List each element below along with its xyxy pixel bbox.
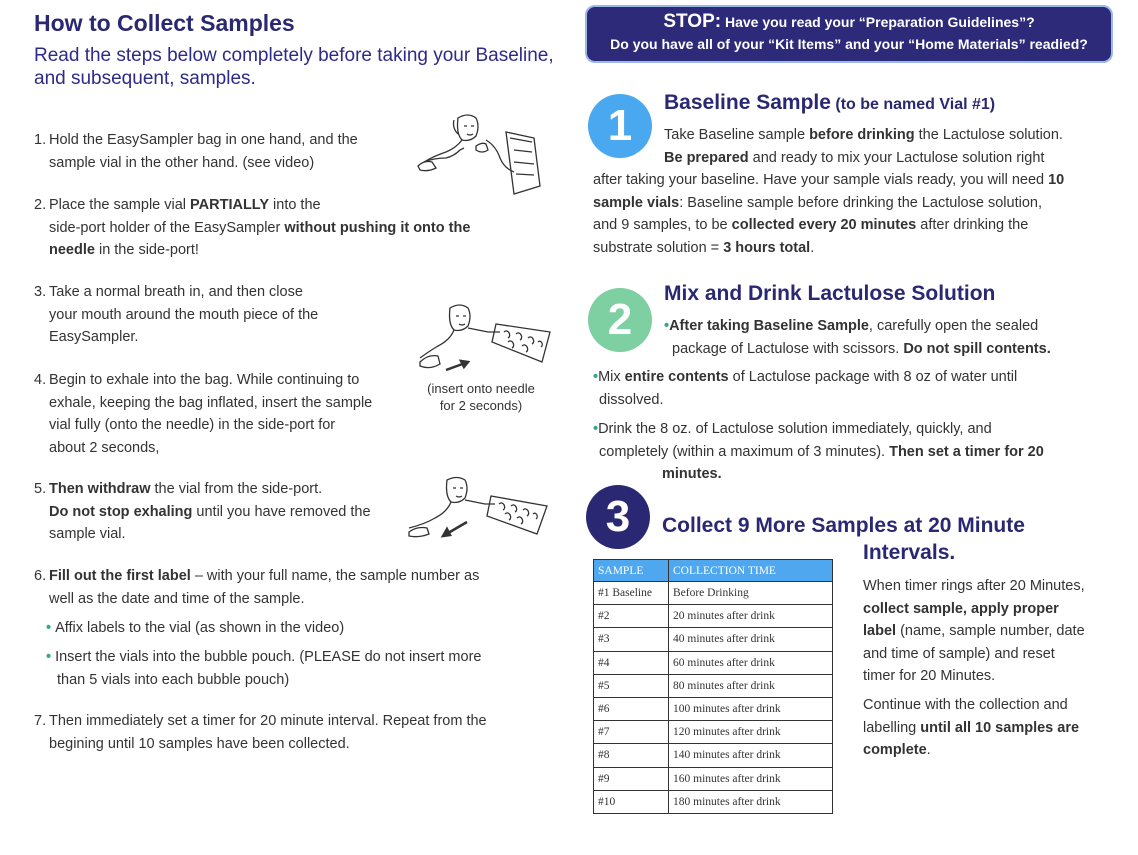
para-text: Drink the 8 oz. of Lactulose solution immediately, quickly, and [598,421,992,437]
table-cell: #6 [594,697,669,720]
para-text: labelling [863,719,921,736]
para-text: and ready to mix your Lactulose solution right [748,149,1045,166]
table-row [594,744,833,767]
para-text: dissolved. [599,391,664,408]
step-1 [34,129,404,174]
table-cell: 160 minutes after drink [669,767,833,790]
bullet-dot-icon: • [46,649,52,665]
section-3-para-2 [863,694,1128,762]
table-row [594,651,833,674]
para-emphasis: 3 hours total [723,239,811,256]
step-emphasis: needle [49,242,95,258]
person-withdrawing-vial-icon [405,476,555,551]
para-text: after taking your baseline. Have your sample vials ready, you will need [593,172,1049,188]
table-row [594,790,833,813]
step-text: Hold the EasySampler bag in one hand, and the [49,132,358,148]
caption-line: (insert onto needle [427,381,535,396]
bullet-dot-icon: • [593,369,599,385]
table-header-row [594,560,833,582]
step-6-bullet-2 [46,646,546,691]
step-text: sample vial in the other hand. (see video) [49,154,315,171]
step-3 [34,281,404,349]
section-2-bullet-2 [593,366,1113,411]
step-number: 1. [34,132,47,148]
para-emphasis: Then set a timer for 20 [889,443,1044,460]
para-text: and 9 samples, to be [593,217,732,233]
step-text: EasySampler. [49,329,139,345]
para-text: of Lactulose package with 8 oz of water until [728,369,1018,385]
para-text: When timer rings after 20 Minutes, [863,578,1085,594]
table-cell: 100 minutes after drink [669,697,833,720]
stop-banner [585,5,1113,63]
para-text: completely (within a maximum of 3 minutes). [599,443,890,460]
table-row [594,674,833,697]
step-text: side-port holder of the EasySampler [49,219,285,236]
step-text: Begin to exhale into the bag. While continuing to [49,372,360,388]
illustration-exhale [410,302,560,382]
table-cell: #2 [594,605,669,628]
table-cell: 120 minutes after drink [669,721,833,744]
section-1-body [593,169,1128,259]
illustration-withdraw [405,476,555,551]
para-emphasis: entire contents [624,369,729,385]
stop-question-2: Do you have all of your “Kit Items” and your “Home Materials” readied? [610,36,1088,52]
para-emphasis: minutes. [662,466,722,482]
para-emphasis: 10 [1048,172,1065,188]
table-header-sample: SAMPLE [594,560,669,582]
table-cell: 40 minutes after drink [669,628,833,651]
step-text: – with your full name, the sample number as [190,568,480,584]
page-title: How to Collect Samples [34,10,295,36]
para-emphasis: Be prepared [664,149,749,166]
para-emphasis: complete [863,742,927,758]
para-text: timer for 20 Minutes. [863,668,996,684]
step-text: sample vial. [49,526,126,542]
step-emphasis: without pushing it onto the [284,219,471,236]
bullet-text: than 5 vials into each bubble pouch) [57,671,290,688]
para-emphasis: before drinking [809,127,915,143]
para-emphasis: sample vials [593,194,680,211]
para-text: , carefully open the sealed [868,318,1039,334]
step-emphasis: PARTIALLY [190,197,269,213]
step-text: into the [269,197,321,213]
table-cell: 20 minutes after drink [669,605,833,628]
bullet-text: Affix labels to the vial (as shown in the video) [55,620,345,636]
table-cell: #8 [594,744,669,767]
step-emphasis: Fill out the first label [49,568,191,584]
para-text: (name, sample number, date [896,623,1085,639]
table-header-collection-time: COLLECTION TIME [669,560,833,582]
step-6-bullet-1 [46,617,546,640]
para-text: Continue with the collection and [863,697,1068,713]
section-3-title-line2: Intervals. [863,541,956,564]
para-emphasis: label [863,623,897,639]
table-cell: #10 [594,790,669,813]
section-3-para-1 [863,575,1128,688]
section-1-title [664,91,995,115]
bullet-dot-icon: • [46,620,52,636]
step-text: the vial from the side-port. [150,481,323,497]
step-2 [34,194,534,262]
step-4 [34,369,409,459]
table-cell: 80 minutes after drink [669,674,833,697]
table-row [594,721,833,744]
step-text: begining until 10 samples have been collected. [49,735,350,752]
step-text: Place the sample vial [49,197,191,213]
table-cell: 180 minutes after drink [669,790,833,813]
table-cell: 60 minutes after drink [669,651,833,674]
step-number: 6. [34,568,47,584]
section-3-title-line1: Collect 9 More Samples at 20 Minute [662,514,1025,537]
para-emphasis: Do not spill contents. [903,340,1051,357]
step-text: Take a normal breath in, and then close [49,284,303,300]
step-6 [34,565,544,610]
step-number: 4. [34,372,47,388]
step-text: well as the date and time of the sample. [49,590,305,607]
illustration-caption [416,380,546,414]
step-5 [34,478,409,546]
para-text: . [926,742,931,758]
para-text: the Lactulose solution. [914,127,1063,143]
table-cell: #5 [594,674,669,697]
section-2-bullet-1 [664,315,1124,360]
table-row [594,697,833,720]
para-text: package of Lactulose with scissors. [672,340,904,357]
step-circle-1: 1 [588,94,652,158]
step-text: Then immediately set a timer for 20 minute interval. Repeat from the [49,713,487,729]
section-title-text: Baseline Sample [664,91,831,114]
step-text: your mouth around the mouth piece of the [49,306,319,323]
person-holding-bag-icon [410,110,560,200]
section-1-intro [664,124,1124,169]
table-cell: #1 Baseline [594,582,669,605]
para-text: . [810,239,815,256]
step-emphasis: Do not stop exhaling [49,503,193,520]
para-text: Take Baseline sample [664,127,810,143]
step-circle-3: 3 [586,485,650,549]
section-2-bullet-3 [593,418,1123,486]
table-cell: 140 minutes after drink [669,744,833,767]
para-emphasis: collected every 20 minutes [731,217,917,233]
collection-table [593,559,833,814]
step-text: about 2 seconds, [49,439,160,456]
step-7 [34,710,544,755]
table-cell: Before Drinking [669,582,833,605]
stop-word: STOP: [663,11,722,32]
para-text: Mix [598,369,625,385]
para-text: and time of sample) and reset [863,645,1055,662]
caption-line: for 2 seconds) [439,398,523,413]
page-subtitle: Read the steps below completely before taking your Baseline, and subsequent, samples. [34,45,554,89]
stop-question-1: Have you read your “Preparation Guidelines”? [721,14,1035,30]
step-number: 2. [34,197,47,213]
bullet-dot-icon: • [593,421,599,437]
para-emphasis: until all 10 samples are [920,719,1080,736]
para-emphasis: After taking Baseline Sample [669,318,869,334]
step-emphasis: Then withdraw [49,481,151,497]
person-exhaling-icon [410,302,560,382]
table-row [594,605,833,628]
step-number: 7. [34,713,47,729]
table-row [594,582,833,605]
table-cell: #4 [594,651,669,674]
step-text: in the side-port! [94,242,199,258]
step-text: vial fully (onto the needle) in the side-port for [49,417,336,433]
table-row [594,628,833,651]
section-title-note: (to be named Vial #1) [830,96,996,113]
para-emphasis: collect sample, apply proper [863,600,1059,617]
step-circle-2: 2 [588,288,652,352]
bullet-dot-icon: • [664,318,670,334]
para-text: : Baseline sample before drinking the Lactulose solution, [679,194,1042,211]
illustration-hold-bag [410,110,560,200]
para-text: after drinking the [916,217,1029,233]
table-cell: #7 [594,721,669,744]
para-text: substrate solution = [593,239,724,256]
table-row [594,767,833,790]
step-number: 3. [34,284,47,300]
table-cell: #9 [594,767,669,790]
step-text: exhale, keeping the bag inflated, insert the sample [49,394,373,411]
table-cell: #3 [594,628,669,651]
bullet-text: Insert the vials into the bubble pouch. (PLEASE do not insert more [55,649,482,665]
section-2-title: Mix and Drink Lactulose Solution [664,282,996,305]
step-text: until you have removed the [192,503,371,520]
step-number: 5. [34,481,47,497]
